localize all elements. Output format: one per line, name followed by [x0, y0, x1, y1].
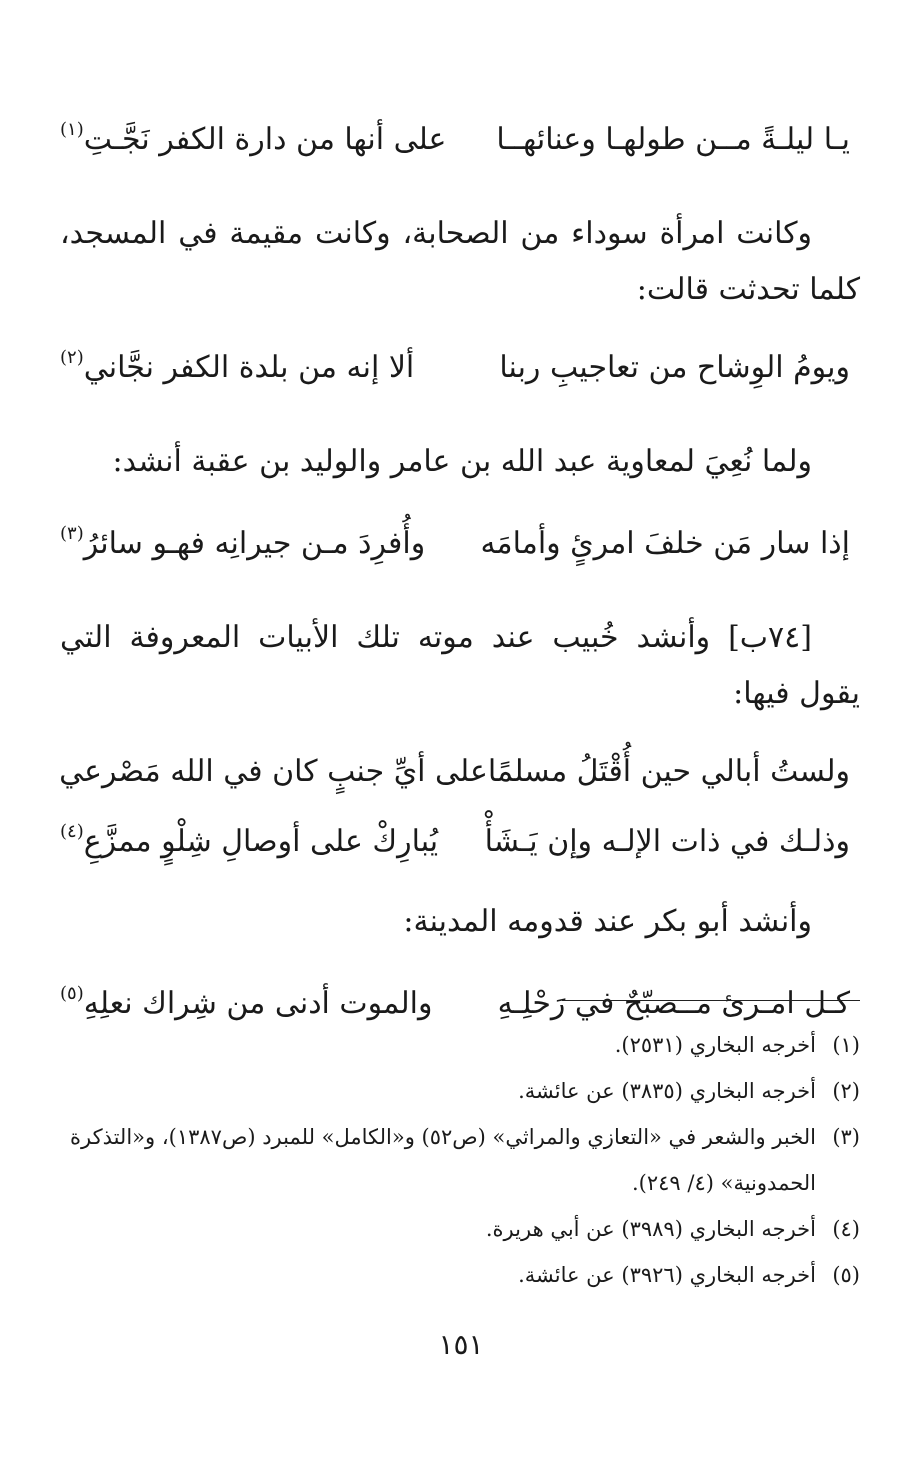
- footnote-text: أخرجه البخاري (٢٥٣١).: [614, 1033, 816, 1057]
- verse-line: [60, 750, 860, 794]
- footnote: [60, 1252, 860, 1298]
- page-number: ١٥١: [438, 1328, 484, 1361]
- verse-line: [60, 346, 860, 390]
- paragraph: ولما نُعِيَ لمعاوية عبد الله بن عامر والوليد بن عقبة أنشد:: [112, 444, 812, 479]
- footnote-marker: (٤): [60, 821, 84, 842]
- hemistich-text: وأُفرِدَ مـن جيرانِه فهـو سائرُ: [83, 526, 426, 561]
- verse-hemistich-first: إذا سار مَن خلفَ امرئٍ وأمامَه: [480, 526, 850, 561]
- hemistich-text: يُبارِكْ على أوصالِ شِلْوٍ ممزَّعِ: [83, 824, 439, 859]
- verse-hemistich-second: [60, 522, 425, 566]
- footnote-text: أخرجه البخاري (٣٩٨٩) عن أبي هريرة.: [485, 1217, 816, 1241]
- footnote-number: (٢): [832, 1079, 860, 1103]
- main-text: [60, 118, 860, 1070]
- footnote: [60, 1022, 860, 1068]
- footnote-number: (١): [832, 1033, 860, 1057]
- footnote-marker: (٥): [60, 983, 84, 1004]
- hemistich-text: على أيِّ جنبٍ كان في الله مَصْرعي: [59, 754, 488, 789]
- verse-line: [60, 982, 860, 1026]
- verse-hemistich-second: [60, 346, 414, 390]
- verse-hemistich-first: ويومُ الوِشاح من تعاجيبِ ربنا: [499, 350, 850, 385]
- paragraph: وأنشد أبو بكر عند قدومه المدينة:: [403, 904, 812, 939]
- footnote-number: (٤): [832, 1217, 860, 1241]
- verse-hemistich-first: يـا ليلـةً مــن طولهـا وعنائهــا: [496, 122, 850, 157]
- footnote: [60, 1114, 860, 1206]
- hemistich-text: على أنها من دارة الكفر نَجَّـتِ: [83, 122, 447, 157]
- footnote-text: الخبر والشعر في «التعازي والمراثي» (ص٥٢) و«الكامل» للمبرد (ص١٣٨٧)، و«التذكرة الحمدونية» (٤/ ٢٤٩).: [69, 1125, 816, 1195]
- verse-line: [60, 820, 860, 864]
- hemistich-text: والموت أدنى من شِراك نعلِهِ: [83, 986, 433, 1021]
- footnote-divider: [562, 1000, 860, 1001]
- verse-hemistich-first: وذلـك في ذات الإلـه وإن يَـشَأْ: [484, 824, 850, 859]
- footnote-marker: (٢): [60, 347, 84, 368]
- footnote-text: أخرجه البخاري (٣٨٣٥) عن عائشة.: [518, 1079, 816, 1103]
- footnote: [60, 1206, 860, 1252]
- verse-line: [60, 118, 860, 162]
- verse-hemistich-second: [60, 982, 432, 1026]
- verse-hemistich-first: كـل امـرئ مــصبّحٌ في رَحْلِـهِ: [497, 986, 850, 1021]
- footnote-marker: (١): [60, 119, 84, 140]
- footnote-number: (٥): [832, 1263, 860, 1287]
- paragraph: [٧٤ب] وأنشد خُبيب عند موته تلك الأبيات المعروفة التي يقول فيها:: [60, 620, 860, 711]
- footnote-text: أخرجه البخاري (٣٩٢٦) عن عائشة.: [518, 1263, 816, 1287]
- paragraph: وكانت امرأة سوداء من الصحابة، وكانت مقيمة في المسجد، كلما تحدثت قالت:: [60, 216, 860, 307]
- verse-line: [60, 522, 860, 566]
- verse-hemistich-second: [60, 118, 446, 162]
- verse-hemistich-second: [60, 820, 438, 864]
- verse-hemistich-first: ولستُ أبالي حين أُقْتَلُ مسلمًا: [487, 754, 850, 789]
- footnote: [60, 1068, 860, 1114]
- hemistich-text: ألا إنه من بلدة الكفر نجَّاني: [83, 350, 415, 385]
- footnotes: [60, 1022, 860, 1298]
- verse-hemistich-second: [59, 750, 488, 794]
- footnote-number: (٣): [832, 1125, 860, 1149]
- footnote-marker: (٣): [60, 523, 84, 544]
